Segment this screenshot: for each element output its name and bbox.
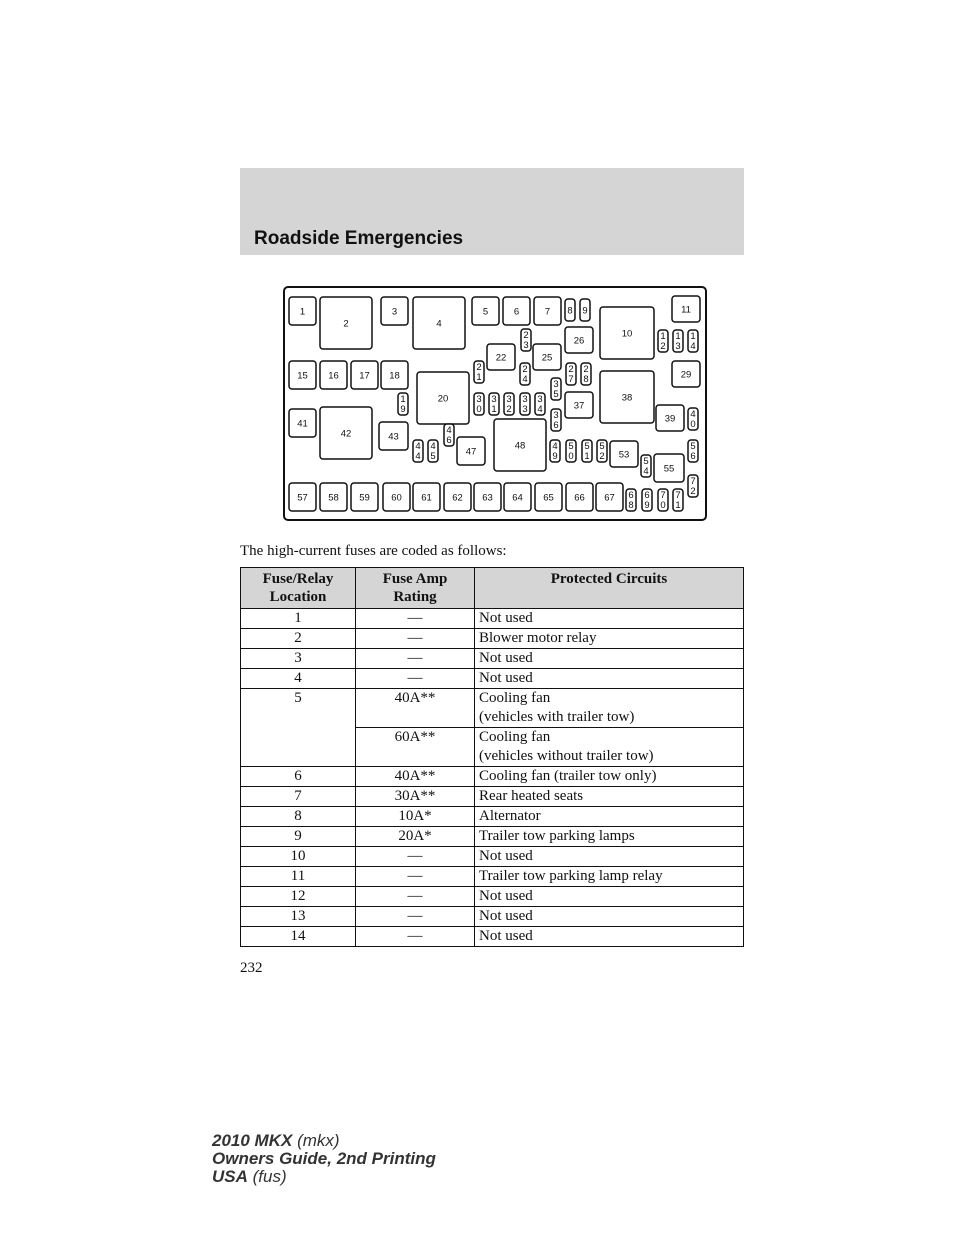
section-title: Roadside Emergencies <box>254 228 464 249</box>
fuse-label-digit: 3 <box>537 394 543 405</box>
fuse-label-digit: 3 <box>675 341 681 352</box>
fuse-label: 7 <box>544 306 551 318</box>
fuse-28 <box>581 363 591 385</box>
fuse-43 <box>379 422 408 450</box>
fuse-59 <box>351 483 378 511</box>
table-header-row <box>241 568 744 609</box>
fuse-label: 37 <box>573 400 585 412</box>
fuse-64 <box>504 483 531 511</box>
fuse-label-digit: 7 <box>690 476 696 487</box>
fuse-71 <box>673 489 683 511</box>
fuse-label-digit: 4 <box>643 466 649 477</box>
circuit-line: (vehicles without trailer tow) <box>479 748 654 764</box>
cell-amp-rating: 10A* <box>356 807 475 827</box>
fuse-label: 61 <box>421 492 432 504</box>
fuse-table <box>240 567 744 947</box>
fuse-label: 53 <box>618 449 630 461</box>
fuse-label: 67 <box>604 492 615 504</box>
fuse-9 <box>580 299 590 321</box>
fuse-box-diagram <box>282 285 710 525</box>
fuse-label-digit: 4 <box>522 374 528 385</box>
fuse-label-digit: 4 <box>446 425 452 436</box>
fuse-label-digit: 1 <box>400 394 406 405</box>
fuse-label-digit: 0 <box>690 419 696 430</box>
fuse-label-digit: 6 <box>553 420 559 431</box>
fuse-11 <box>672 296 700 322</box>
table-row <box>241 689 744 728</box>
fuse-47 <box>457 437 485 465</box>
fuse-52 <box>597 440 607 462</box>
table-row <box>241 927 744 947</box>
cell-location: 1 <box>241 609 356 629</box>
fuse-50 <box>566 440 576 462</box>
fuse-label-digit: 1 <box>476 372 482 383</box>
cell-location: 9 <box>241 827 356 847</box>
fuse-21 <box>474 361 484 383</box>
table-row <box>241 867 744 887</box>
fuse-label-digit: 5 <box>584 441 590 452</box>
fuse-label-digit: 5 <box>553 389 559 400</box>
fuse-32 <box>504 393 514 415</box>
fuse-39 <box>656 405 684 431</box>
fuse-37 <box>565 392 593 418</box>
footer-market: USA <box>212 1167 248 1186</box>
table-row <box>241 827 744 847</box>
fuse-label-digit: 4 <box>430 441 436 452</box>
column-header-location: Fuse/Relay Location <box>241 568 356 609</box>
fuse-label: 38 <box>621 392 633 404</box>
table-row <box>241 907 744 927</box>
cell-amp-rating: 30A** <box>356 787 475 807</box>
fuse-label: 11 <box>681 304 691 316</box>
fuse-label-digit: 2 <box>660 341 666 352</box>
table-row <box>241 609 744 629</box>
fuse-1 <box>289 297 316 325</box>
fuse-label-digit: 1 <box>675 500 681 511</box>
fuse-label: 26 <box>573 335 585 347</box>
fuse-label-digit: 7 <box>660 490 666 501</box>
fuse-label-digit: 9 <box>644 500 650 511</box>
fuse-label-digit: 8 <box>628 500 634 511</box>
fuse-label-digit: 2 <box>476 362 482 373</box>
table-row <box>241 649 744 669</box>
fuse-42 <box>320 407 372 459</box>
fuse-72 <box>688 475 698 497</box>
fuse-label: 58 <box>328 492 339 504</box>
fuse-label: 42 <box>340 428 352 440</box>
cell-circuit: Rear heated seats <box>475 787 744 807</box>
fuse-label-digit: 2 <box>583 364 589 375</box>
cell-location: 7 <box>241 787 356 807</box>
fuse-65 <box>535 483 562 511</box>
cell-amp-rating: — <box>356 649 475 669</box>
cell-circuit: Not used <box>475 847 744 867</box>
fuse-label-digit: 2 <box>690 486 696 497</box>
fuse-label: 1 <box>299 306 306 318</box>
column-header-amp-rating: Fuse Amp Rating <box>356 568 475 609</box>
cell-circuit: Trailer tow parking lamp relay <box>475 867 744 887</box>
fuse-label-digit: 6 <box>690 451 696 462</box>
fuse-label: 18 <box>389 370 400 382</box>
fuse-label-digit: 5 <box>430 451 436 462</box>
fuse-60 <box>383 483 410 511</box>
fuse-label: 2 <box>343 318 349 330</box>
fuse-label: 63 <box>482 492 493 504</box>
fuse-label-digit: 2 <box>522 364 528 375</box>
fuse-label-digit: 3 <box>522 394 528 405</box>
fuse-49 <box>550 440 560 462</box>
cell-circuit: Alternator <box>475 807 744 827</box>
cell-amp-rating: 40A** <box>356 689 475 728</box>
fuse-label-digit: 4 <box>415 451 421 462</box>
cell-circuit: Not used <box>475 649 744 669</box>
fuse-label: 57 <box>297 492 308 504</box>
cell-amp-rating: 60A** <box>356 728 475 767</box>
fuse-label-digit: 4 <box>415 441 421 452</box>
fuse-17 <box>351 361 378 389</box>
cell-location: 3 <box>241 649 356 669</box>
fuse-23 <box>521 329 531 351</box>
fuse-16 <box>320 361 347 389</box>
fuse-66 <box>566 483 593 511</box>
table-row <box>241 629 744 649</box>
cell-amp-rating: — <box>356 847 475 867</box>
fuse-label-digit: 2 <box>568 364 574 375</box>
fuse-label-digit: 3 <box>553 410 559 421</box>
fuse-label-digit: 1 <box>675 331 681 342</box>
fuse-label-digit: 3 <box>523 340 529 351</box>
fuse-label-digit: 5 <box>599 441 605 452</box>
fuse-44 <box>413 440 423 462</box>
table-row <box>241 807 744 827</box>
fuse-label-digit: 5 <box>568 441 574 452</box>
fuse-label-digit: 0 <box>568 451 574 462</box>
fuse-27 <box>566 363 576 385</box>
cell-circuit: Trailer tow parking lamps <box>475 827 744 847</box>
fuse-label: 16 <box>328 370 339 382</box>
fuse-62 <box>444 483 471 511</box>
fuse-40 <box>688 408 698 430</box>
fuse-51 <box>582 440 592 462</box>
fuse-label-digit: 3 <box>553 379 559 390</box>
fuse-label: 43 <box>388 431 399 443</box>
cell-amp-rating: — <box>356 907 475 927</box>
fuse-label: 66 <box>574 492 585 504</box>
fuse-24 <box>520 363 530 385</box>
fuse-label-digit: 1 <box>660 331 666 342</box>
fuse-53 <box>610 441 638 467</box>
cell-circuit <box>475 728 744 767</box>
fuse-7 <box>534 297 561 325</box>
fuse-33 <box>520 393 530 415</box>
table-row <box>241 787 744 807</box>
fuse-15 <box>289 361 316 389</box>
cell-circuit: Not used <box>475 907 744 927</box>
fuse-label: 47 <box>465 446 477 458</box>
fuse-label: 55 <box>663 463 675 475</box>
fuse-10 <box>600 307 654 359</box>
fuse-56 <box>688 440 698 462</box>
fuse-label-digit: 0 <box>660 500 666 511</box>
fuse-label-digit: 5 <box>643 456 649 467</box>
fuse-58 <box>320 483 347 511</box>
fuse-label: 64 <box>512 492 523 504</box>
fuse-label-digit: 3 <box>476 394 482 405</box>
fuse-label-digit: 4 <box>690 341 696 352</box>
fuse-label: 25 <box>541 352 553 364</box>
cell-location: 10 <box>241 847 356 867</box>
cell-amp-rating: — <box>356 609 475 629</box>
fuse-54 <box>641 455 651 477</box>
fuse-label: 8 <box>567 305 573 317</box>
footer-market-code: (fus) <box>252 1167 287 1186</box>
circuit-line: Cooling fan <box>479 729 551 745</box>
cell-location: 8 <box>241 807 356 827</box>
footer-line-guide: Owners Guide, 2nd Printing <box>212 1149 436 1168</box>
fuse-label: 20 <box>437 393 449 405</box>
fuse-label-digit: 3 <box>506 394 512 405</box>
fuse-29 <box>672 361 700 387</box>
fuse-26 <box>565 327 593 353</box>
cell-location: 6 <box>241 767 356 787</box>
fuse-label-digit: 1 <box>584 451 590 462</box>
column-header-protected-circuits: Protected Circuits <box>475 568 744 609</box>
fuse-13 <box>673 330 683 352</box>
fuse-label: 17 <box>359 370 370 382</box>
fuse-6 <box>503 297 530 325</box>
fuse-12 <box>658 330 668 352</box>
fuse-label-digit: 3 <box>491 394 497 405</box>
cell-location: 14 <box>241 927 356 947</box>
fuse-label-digit: 4 <box>690 409 696 420</box>
fuse-label: 29 <box>680 369 692 381</box>
fuse-35 <box>551 378 561 400</box>
fuse-20 <box>417 372 469 424</box>
fuse-label-digit: 5 <box>690 441 696 452</box>
fuse-3 <box>381 297 408 325</box>
fuse-69 <box>642 489 652 511</box>
circuit-line: Cooling fan <box>479 690 551 706</box>
fuse-label-digit: 0 <box>476 404 482 415</box>
fuse-67 <box>596 483 623 511</box>
table-row <box>241 887 744 907</box>
fuse-label: 6 <box>513 306 520 318</box>
fuse-label: 3 <box>391 306 398 318</box>
fuse-label: 60 <box>391 492 402 504</box>
table-row <box>241 767 744 787</box>
cell-location: 2 <box>241 629 356 649</box>
page-number: 232 <box>240 960 263 976</box>
fuse-label-digit: 2 <box>506 404 512 415</box>
intro-text: The high-current fuses are coded as follows: <box>240 543 507 559</box>
fuse-5 <box>472 297 499 325</box>
fuse-34 <box>535 393 545 415</box>
fuse-48 <box>494 419 546 471</box>
fuse-label-digit: 3 <box>522 404 528 415</box>
fuse-57 <box>289 483 316 511</box>
cell-location: 5 <box>241 689 356 767</box>
fuse-41 <box>289 409 316 437</box>
footer-line-market <box>212 1168 436 1186</box>
fuse-label-digit: 7 <box>568 374 574 385</box>
fuse-25 <box>533 344 561 370</box>
fuse-label-digit: 6 <box>644 490 650 501</box>
fuse-label-digit: 7 <box>675 490 681 501</box>
fuse-label: 41 <box>297 418 308 430</box>
cell-amp-rating: — <box>356 669 475 689</box>
cell-amp-rating: 20A* <box>356 827 475 847</box>
fuse-19 <box>398 393 408 415</box>
fuse-label: 48 <box>514 440 526 452</box>
fuse-70 <box>658 489 668 511</box>
document-footer <box>212 1132 436 1186</box>
footer-model: 2010 MKX <box>212 1131 293 1150</box>
fuse-label-digit: 2 <box>523 330 529 341</box>
fuse-4 <box>413 297 465 349</box>
fuse-label: 4 <box>436 318 442 330</box>
fuse-68 <box>626 489 636 511</box>
cell-location: 12 <box>241 887 356 907</box>
fuse-38 <box>600 371 654 423</box>
fuse-label-digit: 6 <box>446 435 452 446</box>
fuse-label-digit: 1 <box>491 404 497 415</box>
fuse-45 <box>428 440 438 462</box>
fuse-2 <box>320 297 372 349</box>
cell-location: 4 <box>241 669 356 689</box>
fuse-61 <box>413 483 440 511</box>
footer-model-code: (mkx) <box>297 1131 340 1150</box>
fuse-55 <box>654 454 684 482</box>
fuse-label: 5 <box>482 306 489 318</box>
fuse-label-digit: 4 <box>552 441 558 452</box>
fuse-label: 22 <box>495 352 507 364</box>
cell-amp-rating: — <box>356 867 475 887</box>
fuse-label-digit: 1 <box>690 331 696 342</box>
fuse-31 <box>489 393 499 415</box>
footer-line-model <box>212 1132 436 1150</box>
fuse-label: 65 <box>543 492 554 504</box>
cell-circuit: Not used <box>475 927 744 947</box>
fuse-label: 15 <box>297 370 308 382</box>
fuse-label-digit: 6 <box>628 490 634 501</box>
cell-circuit: Blower motor relay <box>475 629 744 649</box>
fuse-36 <box>551 409 561 431</box>
fuse-label-digit: 9 <box>400 404 406 415</box>
fuse-14 <box>688 330 698 352</box>
fuse-8 <box>565 299 575 321</box>
circuit-line: (vehicles with trailer tow) <box>479 709 635 725</box>
fuse-label: 59 <box>359 492 370 504</box>
fuse-label: 9 <box>582 305 588 317</box>
fuse-label: 10 <box>621 328 633 340</box>
fuse-label-digit: 8 <box>583 374 589 385</box>
fuse-label-digit: 9 <box>552 451 558 462</box>
cell-amp-rating: 40A** <box>356 767 475 787</box>
table-row <box>241 847 744 867</box>
cell-amp-rating: — <box>356 629 475 649</box>
cell-location: 13 <box>241 907 356 927</box>
fuse-30 <box>474 393 484 415</box>
fuse-label: 39 <box>664 413 676 425</box>
cell-circuit: Not used <box>475 887 744 907</box>
cell-location: 11 <box>241 867 356 887</box>
fuse-18 <box>381 361 408 389</box>
fuse-22 <box>487 344 515 370</box>
fuse-label-digit: 4 <box>537 404 543 415</box>
cell-circuit <box>475 689 744 728</box>
fuse-63 <box>474 483 501 511</box>
cell-amp-rating: — <box>356 887 475 907</box>
cell-circuit: Not used <box>475 609 744 629</box>
table-row <box>241 669 744 689</box>
fuse-label-digit: 2 <box>599 451 605 462</box>
fuse-label: 62 <box>452 492 463 504</box>
fuse-46 <box>444 424 454 446</box>
cell-amp-rating: — <box>356 927 475 947</box>
cell-circuit: Not used <box>475 669 744 689</box>
cell-circuit: Cooling fan (trailer tow only) <box>475 767 744 787</box>
